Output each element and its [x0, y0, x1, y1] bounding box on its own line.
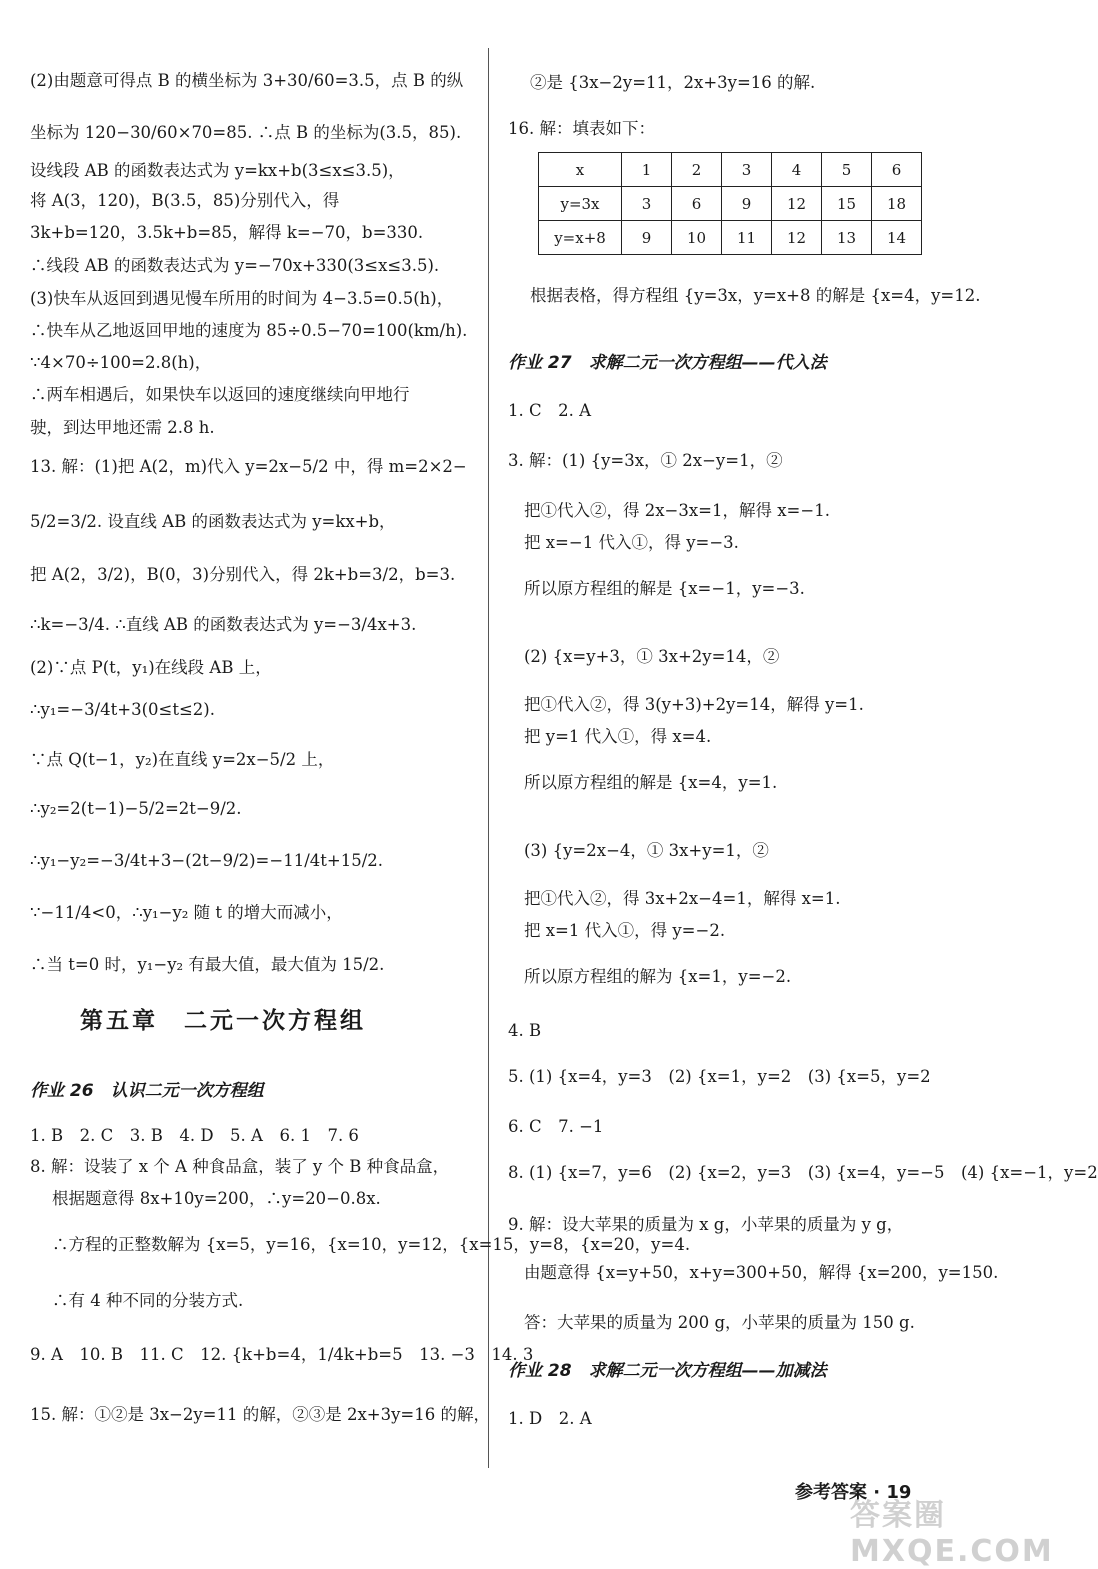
- text-line: 16. 解：填表如下：: [508, 119, 655, 138]
- text-line: 15. 解：①②是 3x−2y=11 的解，②③是 2x+3y=16 的解，: [30, 1405, 491, 1424]
- table-cell: 9: [622, 221, 672, 255]
- table-cell: 11: [722, 221, 772, 255]
- text-line: 5/2=3/2. 设直线 AB 的函数表达式为 y=kx+b，: [30, 512, 396, 531]
- table-cell: 15: [822, 187, 872, 221]
- table-row: [539, 221, 922, 255]
- text-line: (2) {x=y+3，① 3x+2y=14，②: [524, 647, 780, 666]
- text-line: 将 A(3，120)，B(3.5，85)分别代入，得: [30, 191, 340, 210]
- text-line: 把①代入②，得 3(y+3)+2y=14，解得 y=1.: [524, 695, 864, 714]
- text-line: 驶，到达甲地还需 2.8 h.: [30, 418, 215, 437]
- text-line: ∴有 4 种不同的分装方式.: [52, 1291, 244, 1310]
- table-cell: 9: [722, 187, 772, 221]
- text-line: 8. 解：设装了 x 个 A 种食品盒，装了 y 个 B 种食品盒，: [30, 1157, 450, 1176]
- page-footer: 参考答案 · 19: [795, 1482, 912, 1503]
- text-line: 把①代入②，得 3x+2x−4=1，解得 x=1.: [524, 889, 841, 908]
- table-cell: y=x+8: [539, 221, 622, 255]
- text-line: (3)快车从返回到遇见慢车所用的时间为 4−3.5=0.5(h)，: [30, 289, 454, 308]
- text-line: ②是 {3x−2y=11，2x+3y=16 的解.: [530, 73, 816, 92]
- table-cell: 1: [622, 153, 672, 187]
- text-line: 8. (1) {x=7，y=6 (2) {x=2，y=3 (3) {x=4，y=−5 (4) {x=−1，y=2: [508, 1163, 1098, 1182]
- table-row: [539, 153, 922, 187]
- text-line: 1. D 2. A: [508, 1409, 592, 1428]
- table-cell: 13: [822, 221, 872, 255]
- text-line: 9. 解：设大苹果的质量为 x g，小苹果的质量为 y g，: [508, 1215, 904, 1234]
- text-line: 3. 解：(1) {y=3x，① 2x−y=1，②: [508, 451, 783, 470]
- text-line: 根据表格，得方程组 {y=3x，y=x+8 的解是 {x=4，y=12.: [530, 286, 981, 305]
- text-line: 6. C 7. −1: [508, 1117, 604, 1136]
- text-line: 坐标为 120−30/60×70=85. ∴点 B 的坐标为(3.5，85).: [30, 123, 462, 142]
- text-line: 把 y=1 代入①，得 x=4.: [524, 727, 712, 746]
- table-cell: y=3x: [539, 187, 622, 221]
- text-line: 把 x=−1 代入①，得 y=−3.: [524, 533, 739, 552]
- table-cell: 6: [872, 153, 922, 187]
- section-heading: 作业 26 认识二元一次方程组: [30, 1081, 264, 1101]
- text-line: 5. (1) {x=4，y=3 (2) {x=1，y=2 (3) {x=5，y=2: [508, 1067, 931, 1086]
- text-line: ∴两车相遇后，如果快车以返回的速度继续向甲地行: [30, 385, 410, 404]
- text-line: 13. 解：(1)把 A(2，m)代入 y=2x−5/2 中，得 m=2×2−: [30, 457, 467, 476]
- table-cell: x: [539, 153, 622, 187]
- table-cell: 10: [672, 221, 722, 255]
- text-line: ∵4×70÷100=2.8(h)，: [30, 353, 212, 372]
- text-line: 答：大苹果的质量为 200 g，小苹果的质量为 150 g.: [524, 1313, 915, 1332]
- text-line: 所以原方程组的解是 {x=4，y=1.: [524, 773, 778, 792]
- text-line: ∵点 Q(t−1，y₂)在直线 y=2x−5/2 上，: [30, 750, 335, 769]
- text-line: 3k+b=120，3.5k+b=85，解得 k=−70，b=330.: [30, 223, 424, 242]
- text-line: 所以原方程组的解是 {x=−1，y=−3.: [524, 579, 805, 598]
- text-line: ∴线段 AB 的函数表达式为 y=−70x+330(3≤x≤3.5).: [30, 256, 440, 275]
- text-line: 所以原方程组的解为 {x=1，y=−2.: [524, 967, 792, 986]
- value-table: [538, 152, 922, 255]
- text-line: ∴y₁=−3/4t+3(0≤t≤2).: [30, 700, 215, 719]
- section-heading: 作业 27 求解二元一次方程组——代入法: [508, 353, 827, 373]
- text-line: 把 A(2，3/2)，B(0，3)分别代入，得 2k+b=3/2，b=3.: [30, 565, 456, 584]
- text-line: ∵−11/4<0，∴y₁−y₂ 随 t 的增大而减小，: [30, 903, 343, 922]
- text-line: ∴当 t=0 时，y₁−y₂ 有最大值，最大值为 15/2.: [30, 955, 385, 974]
- section-heading: 作业 28 求解二元一次方程组——加减法: [508, 1361, 827, 1381]
- text-line: ∴k=−3/4. ∴直线 AB 的函数表达式为 y=−3/4x+3.: [30, 615, 417, 634]
- table-cell: 14: [872, 221, 922, 255]
- table-row: [539, 187, 922, 221]
- table-cell: 4: [772, 153, 822, 187]
- text-line: ∴y₂=2(t−1)−5/2=2t−9/2.: [30, 799, 242, 818]
- watermark-logo: 答案圈 MXQE.COM: [850, 1498, 1054, 1569]
- table-cell: 12: [772, 221, 822, 255]
- table-cell: 3: [722, 153, 772, 187]
- text-line: (2)∵点 P(t，y₁)在线段 AB 上，: [30, 658, 272, 677]
- text-line: 4. B: [508, 1021, 542, 1040]
- text-line: 设线段 AB 的函数表达式为 y=kx+b(3≤x≤3.5)，: [30, 161, 405, 180]
- table-cell: 3: [622, 187, 672, 221]
- table-cell: 12: [772, 187, 822, 221]
- text-line: (3) {y=2x−4，① 3x+y=1，②: [524, 841, 769, 860]
- text-line: 把 x=1 代入①，得 y=−2.: [524, 921, 726, 940]
- table-cell: 6: [672, 187, 722, 221]
- table-cell: 2: [672, 153, 722, 187]
- text-line: ∴方程的正整数解为 {x=5，y=16，{x=10，y=12，{x=15，y=8，{x=20，y=4.: [52, 1235, 691, 1254]
- text-line: 1. C 2. A: [508, 401, 592, 420]
- text-line: 根据题意得 8x+10y=200，∴y=20−0.8x.: [52, 1189, 381, 1208]
- chapter-title: 第五章 二元一次方程组: [80, 1008, 366, 1034]
- table-cell: 5: [822, 153, 872, 187]
- text-line: 1. B 2. C 3. B 4. D 5. A 6. 1 7. 6: [30, 1126, 359, 1145]
- text-line: (2)由题意可得点 B 的横坐标为 3+30/60=3.5，点 B 的纵: [30, 71, 464, 90]
- text-line: 由题意得 {x=y+50，x+y=300+50，解得 {x=200，y=150.: [524, 1263, 999, 1282]
- text-line: ∴y₁−y₂=−3/4t+3−(2t−9/2)=−11/4t+15/2.: [30, 851, 384, 870]
- table-cell: 18: [872, 187, 922, 221]
- text-line: 9. A 10. B 11. C 12. {k+b=4，1/4k+b=5 13. −3 14. 3: [30, 1345, 534, 1364]
- text-line: ∴快车从乙地返回甲地的速度为 85÷0.5−70=100(km/h).: [30, 321, 468, 340]
- text-line: 把①代入②，得 2x−3x=1，解得 x=−1.: [524, 501, 830, 520]
